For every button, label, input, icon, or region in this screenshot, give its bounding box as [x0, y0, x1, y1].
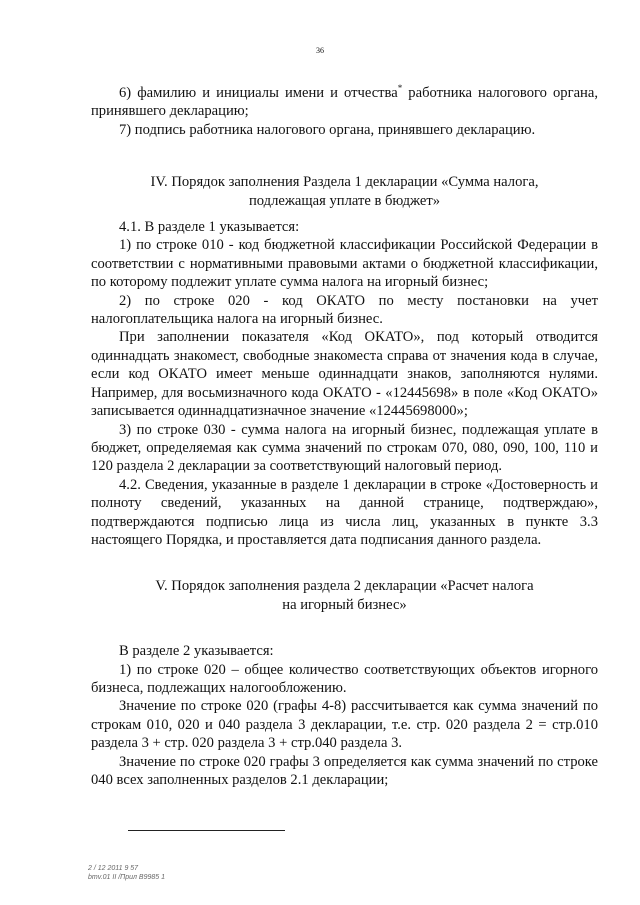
section-5-heading-line-2: на игорный бизнес» [282, 596, 407, 613]
section-4-paragraph-6: 4.2. Сведения, указанные в разделе 1 декларации в строке «Достоверность и полноту сведений, указанных на данной странице, подтверждаю», подтверждаются подписью лица из числа лиц, указанных в пункте 3.3 настоящего Порядка, и проставляется дата подписания данного раздела. [91, 476, 598, 548]
section-4-heading-line-2: подлежащая уплате в бюджет» [248, 192, 441, 209]
item-6-text: 6) фамилию и инициалы имени и отчества [119, 85, 398, 101]
section-4-paragraph-3: 2) по строке 020 - код ОКАТО по месту постановки на учет налогоплательщика налога на игорный бизнес. [91, 292, 598, 328]
print-stamp [88, 864, 165, 882]
document-body [91, 84, 598, 789]
section-5-paragraph-1: В разделе 2 указывается: [119, 643, 274, 660]
item-7: 7) подпись работника налогового органа, принявшего декларацию. [119, 121, 536, 138]
section-4-paragraph-5: 3) по строке 030 - сумма налога на игорный бизнес, подлежащая уплате в бюджет, определяемая как сумма значений по строкам 070, 080, 090, 100, 110 и 120 раздела 2 декларации за соответствующий налоговый период. [91, 421, 598, 475]
section-5-paragraph-4: Значение по строке 020 графы 3 определяется как сумма значений по строке 040 всех заполненных разделов 2.1 декларации; [91, 753, 598, 788]
print-stamp-line-2: bmv.01 II /Прил B9985 1 [88, 874, 165, 881]
section-4-paragraph-1: 4.1. В разделе 1 указывается: [119, 219, 300, 236]
item-6-rest: работника налогового органа, принявшего декларацию; [91, 85, 598, 120]
section-4-paragraph-4: При заполнении показателя «Код ОКАТО», под который отводится одиннадцать знакомест, свободные знакоместа справа от значения кода в случае, если код ОКАТО имеет меньше одиннадцати знаков, заполняются нулями. Например, для восьмизначного кода ОКАТО - «12445698» в поле «Код ОКАТО» записывается одиннадцатизначное значение «12445698000»; [91, 329, 598, 420]
section-4-heading-line-1: IV. Порядок заполнения Раздела 1 декларации «Сумма налога, [150, 174, 539, 191]
section-5-paragraph-2: 1) по строке 020 – общее количество соответствующих объектов игорного бизнеса, подлежащих налогообложению. [91, 661, 598, 696]
footnote-divider [128, 830, 285, 831]
print-stamp-line-1: 2 / 12 2011 9 57 [88, 865, 139, 872]
page-number: 36 [316, 46, 324, 55]
footnote-marker: * [397, 83, 403, 94]
section-4-paragraph-2: 1) по строке 010 - код бюджетной классификации Российской Федерации в соответствии с нормативными правовыми актами о бюджетной классификации, по которому подлежит уплате сумма налога на игорный бизнес; [91, 237, 598, 291]
item-6 [91, 84, 598, 121]
section-5-heading-line-1: V. Порядок заполнения раздела 2 декларации «Расчет налога [155, 578, 534, 595]
section-5-paragraph-3: Значение по строке 020 (графы 4-8) рассчитывается как сумма значений по строкам 010, 020 и 040 раздела 3 декларации, т.е. стр. 020 раздела 2 = стр.010 раздела 3 + стр. 020 раздела 3 + стр.040 раздела 3. [91, 698, 598, 752]
